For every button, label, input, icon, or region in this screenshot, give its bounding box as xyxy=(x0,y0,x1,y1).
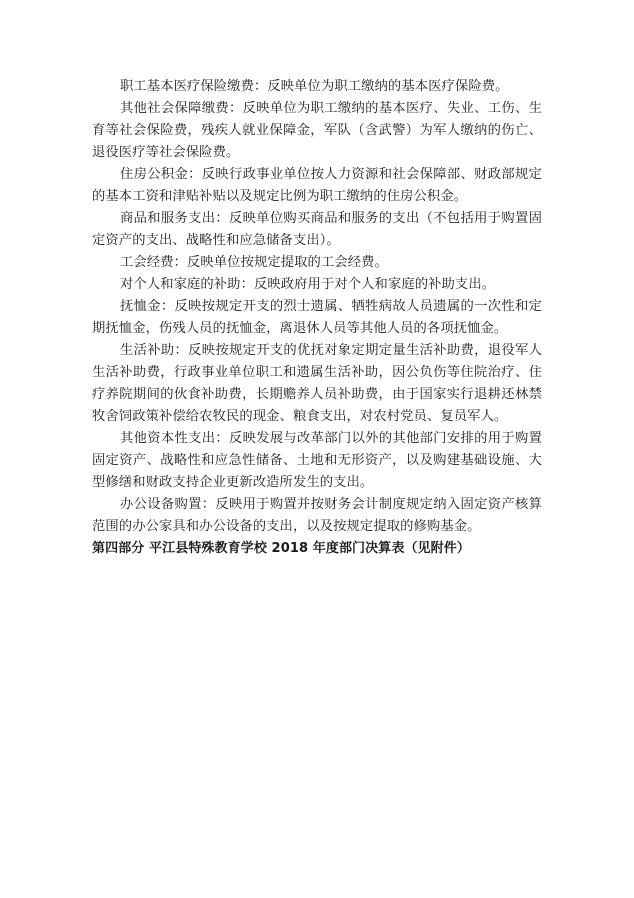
paragraph-other-social-security: 其他社会保障缴费：反映单位为职工缴纳的基本医疗、失业、工伤、生育等社会保险费，残疾人就业保障金，军队（含武警）为军人缴纳的伤亡、退役医疗等社会保险费。 xyxy=(92,101,542,160)
paragraph-other-capital: 其他资本性支出：反映发展与改革部门以外的其他部门安排的用于购置固定资产、战略性和应急性储备、土地和无形资产，以及购建基础设施、大型修缮和财政支持企业更新改造所发生的支出。 xyxy=(92,431,542,490)
paragraph-living-subsidy: 生活补助：反映按规定开支的优抚对象定期定量生活补助费，退役军人生活补助费，行政事业单位职工和遗属生活补助，因公负伤等住院治疗、住疗养院期间的伙食补助费，长期赡养人员补助费，由于国家实行退耕还林禁牧舍饲政策补偿给农牧民的现金、粮食支出，对农村党员、复员军人。 xyxy=(92,343,542,424)
paragraph-union-fees: 工会经费：反映单位按规定提取的工会经费。 xyxy=(120,255,388,270)
section-heading: 第四部分 平江县特殊教育学校 2018 年度部门决算表（见附件） xyxy=(92,541,470,556)
paragraph-medical-insurance: 职工基本医疗保险缴费：反映单位为职工缴纳的基本医疗保险费。 xyxy=(120,79,509,94)
document-page xyxy=(92,76,542,560)
paragraph-goods-services: 商品和服务支出：反映单位购买商品和服务的支出（不包括用于购置固定资产的支出、战略性和应急储备支出）。 xyxy=(92,211,542,248)
paragraph-housing-fund: 住房公积金：反映行政事业单位按人力资源和社会保障部、财政部规定的基本工资和津贴补贴以及规定比例为职工缴纳的住房公积金。 xyxy=(92,167,542,204)
paragraph-office-equipment: 办公设备购置：反映用于购置并按财务会计制度规定纳入固定资产核算范围的办公家具和办公设备的支出，以及按规定提取的修购基金。 xyxy=(92,497,542,534)
paragraph-family-subsidy: 对个人和家庭的补助：反映政府用于对个人和家庭的补助支出。 xyxy=(120,277,496,292)
paragraph-pension: 抚恤金：反映按规定开支的烈士遗属、牺牲病故人员遗属的一次性和定期抚恤金，伤残人员的抚恤金，离退休人员等其他人员的各项抚恤金。 xyxy=(92,299,542,336)
